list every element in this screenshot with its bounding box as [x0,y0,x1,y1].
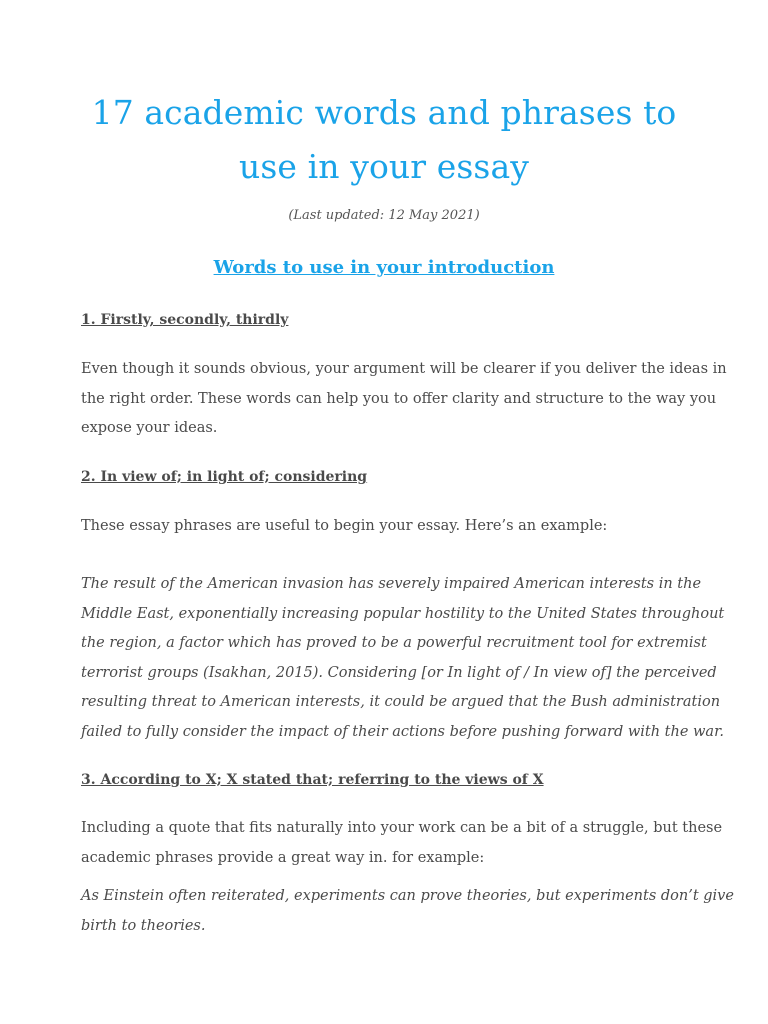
paragraph-line: Including a quote that fits naturally into your work can be a bit of a struggle, but these [81,820,723,836]
item-2-paragraph [81,512,701,542]
last-updated-note: (Last updated: 12 May 2021) [288,208,480,223]
example-line: resulting threat to American interests, it could be argued that the Bush administration [81,694,721,710]
paragraph-line: the right order. These words can help you to offer clarity and structure to the way you [81,390,717,407]
document-title [60,86,708,194]
title-line-1: 17 academic words and phrases to [91,93,677,132]
example-line: failed to fully consider the impact of their actions before pushing forward with the war. [81,723,725,740]
paragraph-line: expose your ideas. [81,420,218,436]
example-line: the region, a factor which has proved to be a powerful recruitment tool for extremist [81,635,707,651]
item-3-example [81,882,734,941]
item-3-paragraph [81,814,723,873]
section-heading-introduction: Words to use in your introduction [213,257,555,278]
paragraph-line: Even though it sounds obvious, your argument will be clearer if you deliver the ideas in [81,361,727,377]
item-2-heading: 2. In view of; in light of; considering [81,469,368,485]
paragraph-line: academic phrases provide a great way in. for example: [81,849,485,866]
example-line: Middle East, exponentially increasing popular hostility to the United States throughout [81,605,725,622]
item-1-paragraph [81,355,727,444]
title-line-2: use in your essay [239,147,529,186]
example-line: As Einstein often reiterated, experiments can prove theories, but experiments don’t give [81,888,734,904]
item-3-heading: 3. According to X; X stated that; referring to the views of X [81,772,544,788]
item-1-heading: 1. Firstly, secondly, thirdly [81,312,289,328]
example-line: The result of the American invasion has severely impaired American interests in the [81,576,702,592]
paragraph-line: These essay phrases are useful to begin your essay. Here’s an example: [81,518,608,534]
item-2-example [81,570,725,747]
example-line: birth to theories. [81,917,206,934]
example-line: terrorist groups (Isakhan, 2015). Considering [or In light of / In view of] the perceived [81,664,717,681]
